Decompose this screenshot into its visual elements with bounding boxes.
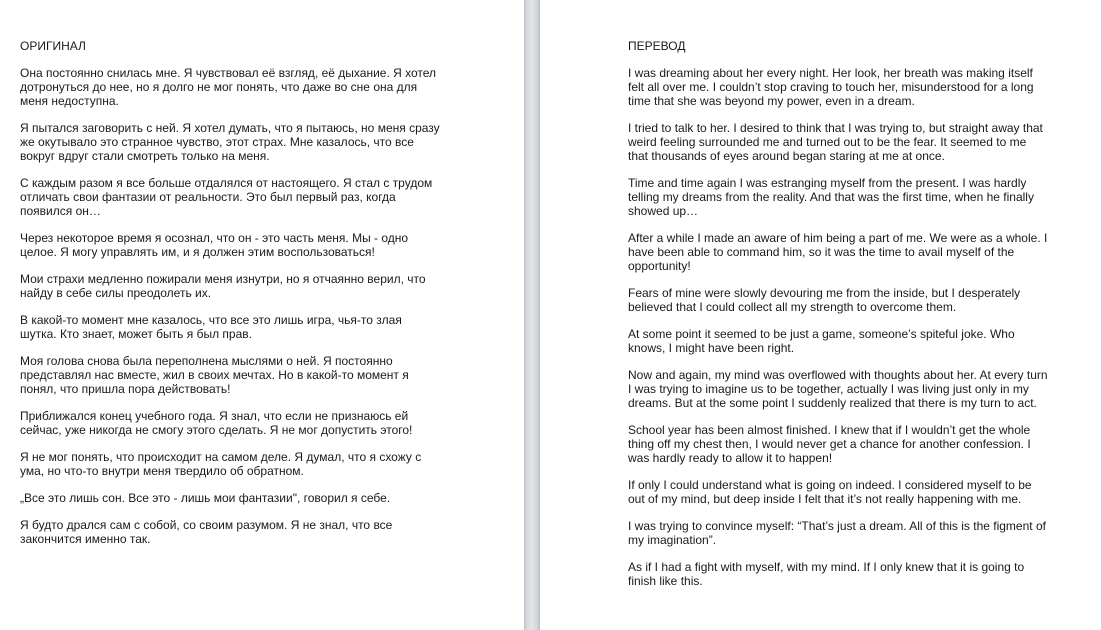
page-divider [524,0,540,630]
translation-paragraph: I was trying to convince myself: “That’s just a dream. All of this is the figment of my imagination”. [628,519,1046,547]
translation-paragraph: I was dreaming about her every night. Her look, her breath was making itself felt all over me. I couldn’t stop craving to touch her, misunderstood for a long time that she was beyond my power, even in a dream. [628,66,1034,108]
translation-paragraph: Time and time again I was estranging myself from the present. I was hardly telling my dreams from the reality. And that was the first time, when he finally showed up… [628,176,1034,218]
original-paragraph: Через некоторое время я осознал, что он - это часть меня. Мы - одно целое. Я могу управлять им, и я должен этим воспользоваться! [20,231,409,259]
translation-page [540,0,1101,630]
original-paragraph: Моя голова снова была переполнена мыслями о ней. Я постоянно представлял нас вместе, жил в своих мечтах. Но в какой-то момент я понял, что пришла пора действовать! [20,354,409,396]
translation-paragraph: As if I had a fight with myself, with my mind. If I only knew that it is going to finish like this. [628,560,1025,588]
translation-paragraph: School year has been almost finished. I knew that if I wouldn’t get the whole thing off my chest then, I would never get a chance for another confession. I was hardly ready to allow it to happen! [628,423,1031,465]
original-paragraph: Она постоянно снилась мне. Я чувствовал её взгляд, её дыхание. Я хотел дотронуться до нее, но я долго не мог понять, что даже во сне она для меня недоступна. [20,66,437,108]
original-heading: ОРИГИНАЛ [20,39,86,53]
original-paragraph: Я не мог понять, что происходит на самом деле. Я думал, что я схожу с ума, но что-то внутри меня твердило об обратном. [20,450,422,478]
translation-paragraph: Now and again, my mind was overflowed with thoughts about her. At every turn I was trying to imagine us to be together, actually I was living just only in my dreams. But at the some point I suddenly realized that there is my turn to act. [628,368,1048,410]
translation-heading: ПЕРЕВОД [628,39,686,53]
translation-paragraph: Fears of mine were slowly devouring me from the inside, but I desperately believed that I could collect all my strength to overcome them. [628,286,1021,314]
translation-paragraph: If only I could understand what is going on indeed. I considered myself to be out of my mind, but deep inside I felt that it’s not really happening with me. [628,478,1032,506]
original-paragraph: Приближался конец учебного года. Я знал, что если не признаюсь ей сейчас, уже никогда не смогу этого сделать. Я не мог допустить этого! [20,409,413,437]
translation-paragraph: I tried to talk to her. I desired to think that I was trying to, but straight away that weird feeling surrounded me and turned out to be the fear. It seemed to me that thousands of eyes around began staring at me at once. [628,121,1043,163]
original-paragraph: Я будто дрался сам с собой, со своим разумом. Я не знал, что все закончится именно так. [20,518,393,546]
original-paragraph: В какой-то момент мне казалось, что все это лишь игра, чья-то злая шутка. Кто знает, может быть я был прав. [20,313,402,341]
translation-paragraph: After a while I made an aware of him being a part of me. We were as a whole. I have been able to command him, so it was the time to avail myself of the opportunity! [628,231,1048,273]
original-paragraph: Я пытался заговорить с ней. Я хотел думать, что я пытаюсь, но меня сразу же окутывало это странное чувство, этот страх. Мне казалось, что все вокруг вдруг стали смотреть только на меня. [20,121,440,163]
translation-text-block [628,39,1048,601]
original-text-block [20,39,440,559]
original-paragraph: Мои страхи медленно пожирали меня изнутри, но я отчаянно верил, что найду в себе силы преодолеть их. [20,272,426,300]
original-paragraph: С каждым разом я все больше отдалялся от настоящего. Я стал с трудом отличать свои фантазии от реальности. Это был первый раз, когда появился он… [20,176,433,218]
original-page [0,0,524,630]
translation-paragraph: At some point it seemed to be just a game, someone’s spiteful joke. Who knows, I might have been right. [628,327,1015,355]
original-paragraph: „Все это лишь сон. Все это - лишь мои фантазии", говорил я себе. [20,491,391,505]
